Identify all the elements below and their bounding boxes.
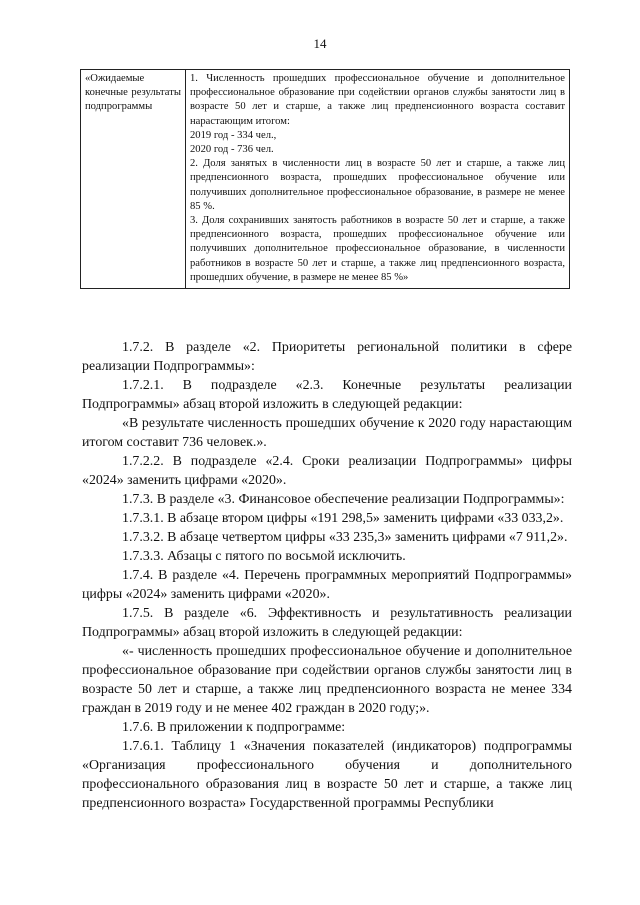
paragraph: 1.7.2.2. В подразделе «2.4. Сроки реализации Подпрограммы» цифры «2024» заменить цифрами «2020». — [82, 454, 572, 488]
table-left-cell: «Ожидаемые конечные результаты подпрограммы — [81, 70, 186, 289]
result-year-2019: 2019 год - 334 чел., — [190, 129, 277, 141]
expected-results-table — [80, 69, 570, 289]
paragraph: 1.7.2. В разделе «2. Приоритеты региональной политики в сфере реализации Подпрограммы»: — [82, 340, 572, 374]
result-item-2: 2. Доля занятых в численности лиц в возрасте 50 лет и старше, а также лиц предпенсионного возраста, прошедших профессиональное обучение или получивших дополнительное профессиональное образование, в размере не менее 85 %. — [190, 158, 565, 212]
paragraph: 1.7.4. В разделе «4. Перечень программных мероприятий Подпрограммы» цифры «2024» заменить цифрами «2020». — [82, 568, 572, 602]
table-row — [81, 70, 570, 289]
result-item-3: 3. Доля сохранивших занятость работников в возрасте 50 лет и старше, а также предпенсионного возраста, прошедших профессиональное обучение или получивших дополнительное профессиональное образование, в численности работников в возрасте 50 лет и старше, а также лиц предпенсионного возраста, прошедших обучение, в размере не менее 85 %» — [190, 215, 565, 283]
paragraph: 1.7.6. В приложении к подпрограмме: — [122, 720, 346, 735]
result-item-1: 1. Численность прошедших профессиональное обучение и дополнительное профессиональное образование при содействии органов службы занятости лиц в возрасте 50 лет и старше, а также лиц предпенсионного возраста составит нарастающим итогом: — [190, 73, 565, 127]
result-year-2020: 2020 год - 736 чел. — [190, 144, 274, 156]
paragraph: «В результате численность прошедших обучение к 2020 году нарастающим итогом составит 736 человек.». — [82, 416, 572, 450]
document-body — [82, 338, 572, 813]
paragraph: 1.7.3.2. В абзаце четвертом цифры «33 235,3» заменить цифрами «7 911,2». — [122, 530, 568, 545]
paragraph: 1.7.2.1. В подразделе «2.3. Конечные результаты реализации Подпрограммы» абзац второй изложить в следующей редакции: — [82, 378, 572, 412]
paragraph: 1.7.3.1. В абзаце втором цифры «191 298,5» заменить цифрами «33 033,2». — [122, 511, 564, 526]
paragraph: 1.7.3.3. Абзацы с пятого по восьмой исключить. — [122, 549, 406, 564]
paragraph: 1.7.6.1. Таблицу 1 «Значения показателей (индикаторов) подпрограммы «Организация профессионального обучения и дополнительного профессионального образования лиц в возрасте 50 лет и старше, а также лиц предпенсионного возраста» Государственной программы Республики — [82, 739, 572, 811]
paragraph: «- численность прошедших профессиональное обучение и дополнительное профессиональное образование при содействии органов службы занятости лиц в возрасте 50 лет и старше, а также лиц предпенсионного возраста не менее 334 граждан в 2019 году и не менее 402 граждан в 2020 году;». — [82, 644, 572, 716]
table-right-cell — [186, 70, 570, 289]
paragraph: 1.7.3. В разделе «3. Финансовое обеспечение реализации Подпрограммы»: — [122, 492, 565, 507]
page-number: 14 — [313, 36, 327, 51]
paragraph: 1.7.5. В разделе «6. Эффективность и результативность реализации Подпрограммы» абзац второй изложить в следующей редакции: — [82, 606, 572, 640]
